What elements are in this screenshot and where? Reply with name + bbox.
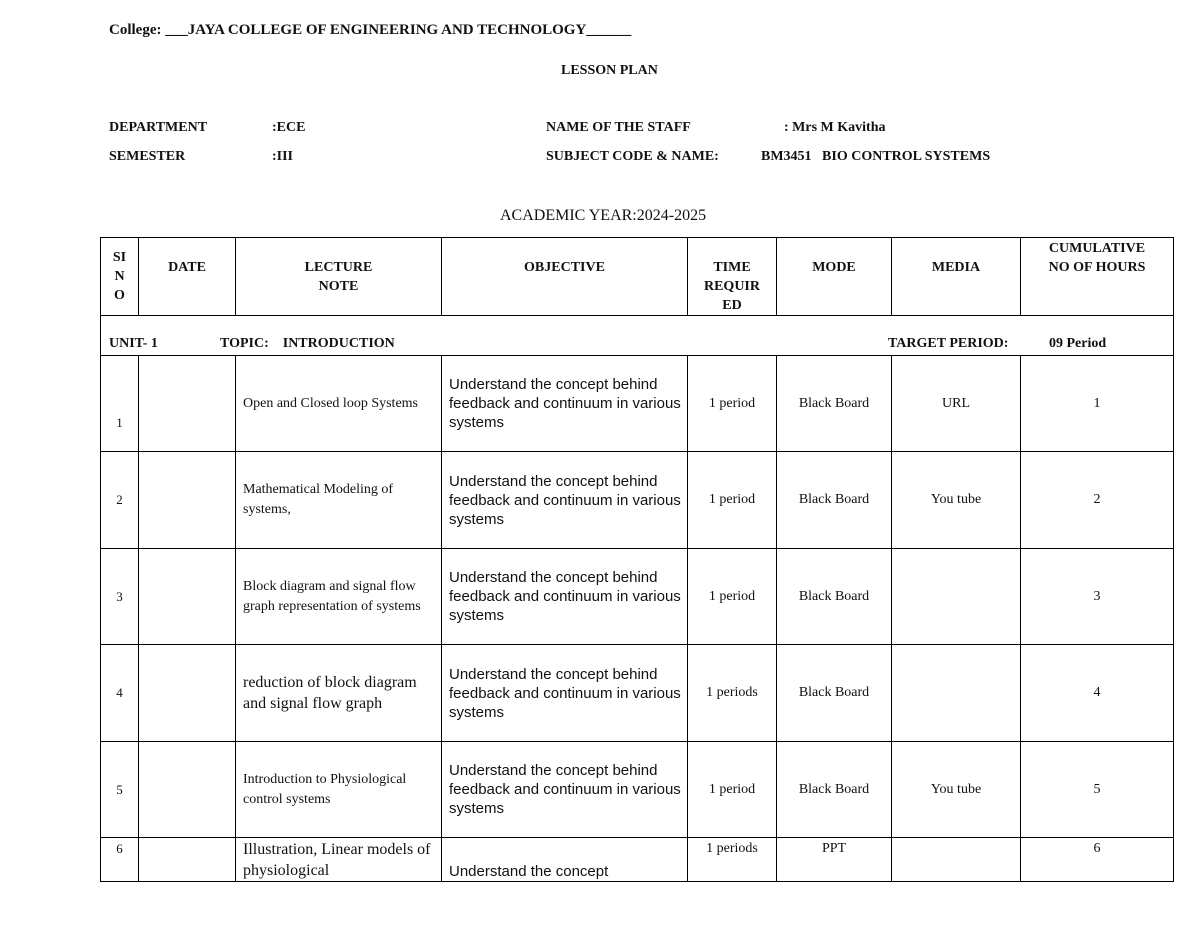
row-media: You tube xyxy=(892,742,1021,838)
row-lecture-note: reduction of block diagram and signal flow graph xyxy=(236,645,442,742)
row-date xyxy=(139,452,236,549)
row-date xyxy=(139,645,236,742)
row-objective: Understand the concept behind feedback and continuum in various systems xyxy=(442,645,688,742)
row-mode: Black Board xyxy=(777,549,892,645)
staff-value: : Mrs M Kavitha xyxy=(784,120,886,135)
unit-row xyxy=(101,316,1174,356)
row-cumulative: 5 xyxy=(1021,742,1174,838)
college-name: ___JAYA COLLEGE OF ENGINEERING AND TECHNOLOGY______ xyxy=(165,22,632,38)
row-time: 1 period xyxy=(688,742,777,838)
row-date xyxy=(139,356,236,452)
col-cumulative-hours: CUMULATIVE NO OF HOURS xyxy=(1021,238,1174,316)
row-lecture-note: Illustration, Linear models of physiological xyxy=(236,838,442,882)
table-row xyxy=(101,645,1174,742)
row-date xyxy=(139,838,236,882)
semester-value: :III xyxy=(272,149,294,164)
row-time: 1 period xyxy=(688,356,777,452)
row-objective: Understand the concept behind feedback and continuum in various systems xyxy=(442,452,688,549)
staff-label: NAME OF THE STAFF xyxy=(546,120,691,135)
row-cumulative: 1 xyxy=(1021,356,1174,452)
table-row xyxy=(101,452,1174,549)
row-time: 1 period xyxy=(688,452,777,549)
topic-label: TOPIC: INTRODUCTION xyxy=(220,336,395,351)
department-label: DEPARTMENT xyxy=(109,120,208,135)
academic-year: ACADEMIC YEAR:2024-2025 xyxy=(500,207,707,224)
lesson-plan-table xyxy=(100,237,1174,882)
row-mode: Black Board xyxy=(777,452,892,549)
subject-value: BM3451 BIO CONTROL SYSTEMS xyxy=(761,149,991,164)
col-time-required: TIME REQUIR ED xyxy=(688,238,777,316)
document-title: LESSON PLAN xyxy=(561,63,658,78)
college-line xyxy=(109,22,631,39)
unit-label: UNIT- 1 xyxy=(109,336,158,351)
row-objective: Understand the concept xyxy=(442,838,688,882)
row-media: You tube xyxy=(892,452,1021,549)
row-lecture-note: Open and Closed loop Systems xyxy=(236,356,442,452)
row-sino: 4 xyxy=(101,645,139,742)
row-sino: 2 xyxy=(101,452,139,549)
semester-label: SEMESTER xyxy=(109,149,186,164)
table-row xyxy=(101,838,1174,882)
row-media xyxy=(892,549,1021,645)
table-row xyxy=(101,549,1174,645)
row-mode: Black Board xyxy=(777,645,892,742)
row-cumulative: 2 xyxy=(1021,452,1174,549)
row-objective: Understand the concept behind feedback and continuum in various systems xyxy=(442,742,688,838)
row-objective: Understand the concept behind feedback and continuum in various systems xyxy=(442,356,688,452)
col-sino: SI N O xyxy=(101,238,139,316)
col-date: DATE xyxy=(139,238,236,316)
row-media xyxy=(892,838,1021,882)
row-sino: 5 xyxy=(101,742,139,838)
row-lecture-note: Block diagram and signal flow graph representation of systems xyxy=(236,549,442,645)
row-sino: 6 xyxy=(101,838,139,882)
row-date xyxy=(139,742,236,838)
col-lecture-note: LECTURE NOTE xyxy=(236,238,442,316)
row-time: 1 periods xyxy=(688,645,777,742)
row-time: 1 period xyxy=(688,549,777,645)
college-label: College: xyxy=(109,22,162,38)
row-lecture-note: Mathematical Modeling of systems, xyxy=(236,452,442,549)
department-value: :ECE xyxy=(272,120,306,135)
row-objective: Understand the concept behind feedback and continuum in various systems xyxy=(442,549,688,645)
row-time: 1 periods xyxy=(688,838,777,882)
header-row xyxy=(101,238,1174,316)
row-mode: PPT xyxy=(777,838,892,882)
row-date xyxy=(139,549,236,645)
col-mode: MODE xyxy=(777,238,892,316)
row-cumulative: 6 xyxy=(1021,838,1174,882)
table-row xyxy=(101,742,1174,838)
row-media xyxy=(892,645,1021,742)
row-media: URL xyxy=(892,356,1021,452)
row-mode: Black Board xyxy=(777,356,892,452)
row-sino: 3 xyxy=(101,549,139,645)
target-period-label: TARGET PERIOD: xyxy=(888,336,1009,351)
table-row xyxy=(101,356,1174,452)
target-period-value: 09 Period xyxy=(1049,336,1107,351)
row-lecture-note: Introduction to Physiological control systems xyxy=(236,742,442,838)
row-sino: 1 xyxy=(101,356,139,452)
row-cumulative: 3 xyxy=(1021,549,1174,645)
col-media: MEDIA xyxy=(892,238,1021,316)
subject-label: SUBJECT CODE & NAME: xyxy=(546,149,719,164)
col-objective: OBJECTIVE xyxy=(442,238,688,316)
row-mode: Black Board xyxy=(777,742,892,838)
row-cumulative: 4 xyxy=(1021,645,1174,742)
